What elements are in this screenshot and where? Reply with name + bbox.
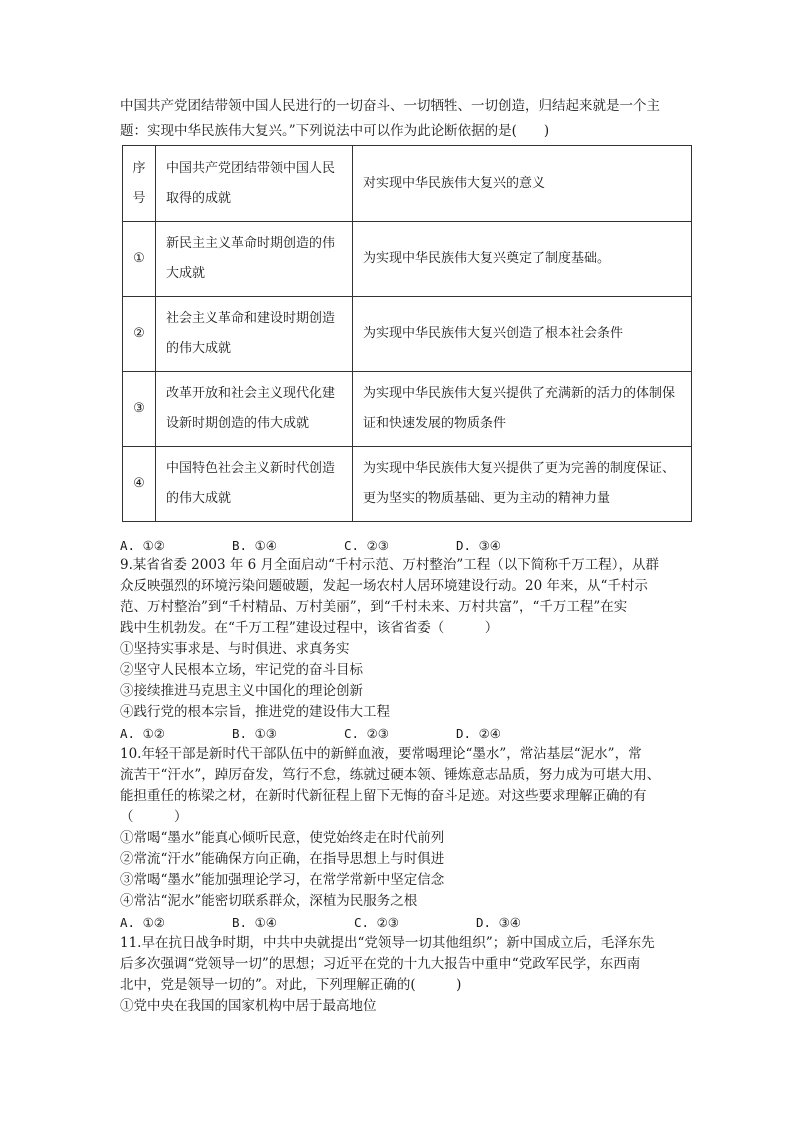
stem-line: 范、万村整治”到“千村精品、万村美丽”，到“千村未来、万村共富”，“千万工程”在实 xyxy=(120,599,628,615)
stem-line: 中国共产党团结带领中国人民进行的一切奋斗、一切牺牲、一切创造，归结起来就是一个主 xyxy=(120,98,660,114)
stem-line: （ ） xyxy=(120,809,188,825)
table-row xyxy=(123,222,692,297)
stem-line: 践中生机勃发。在“千万工程”建设过程中，该省省委（ ） xyxy=(120,620,499,636)
option-b[interactable]: B. ①④ xyxy=(232,538,277,553)
question-8-options xyxy=(120,535,690,556)
option-d[interactable]: D. ③④ xyxy=(476,915,521,930)
row-achievement: 改革开放和社会主义现代化建设新时期创造的伟大成就 xyxy=(156,372,353,447)
stem-line: 众反映强烈的环境污染问题破题，发起一场农村人居环境建设行动。20 年来，从“千村示 xyxy=(120,578,648,594)
option-a[interactable]: A. ①② xyxy=(120,915,165,930)
statement-item: ③接续推进马克思主义中国化的理论创新 xyxy=(120,683,363,699)
row-index: ③ xyxy=(123,372,156,447)
achievement-table xyxy=(122,145,692,522)
row-significance: 为实现中华民族伟大复兴提供了更为完善的制度保证、更为坚实的物质基础、更为主动的精神力量 xyxy=(353,447,692,522)
option-b[interactable]: B. ①③ xyxy=(232,726,277,741)
statement-item: ①党中央在我国的国家机构中居于最高地位 xyxy=(120,998,377,1014)
row-index: ① xyxy=(123,222,156,297)
statement-item: ④常沾“泥水”能密切联系群众，深植为民服务之根 xyxy=(120,893,418,909)
header-significance: 对实现中华民族伟大复兴的意义 xyxy=(353,146,692,222)
statement-item: ①坚持实事求是、与时俱进、求真务实 xyxy=(120,641,350,657)
stem-line: 后多次强调“党领导一切”的思想；习近平在党的十九大报告中重申“党政军民学，东西南 xyxy=(120,956,641,972)
stem-line: 能担重任的栋梁之材，在新时代新征程上留下无悔的奋斗足迹。对这些要求理解正确的有 xyxy=(120,788,647,804)
table-row xyxy=(123,447,692,522)
row-achievement: 中国特色社会主义新时代创造的伟大成就 xyxy=(156,447,353,522)
table-row xyxy=(123,297,692,372)
row-significance: 为实现中华民族伟大复兴创造了根本社会条件 xyxy=(353,297,692,372)
question-8-stem xyxy=(120,94,680,144)
option-a[interactable]: A. ①② xyxy=(120,726,165,741)
statement-item: ④践行党的根本宗旨，推进党的建设伟大工程 xyxy=(120,704,390,720)
table-header-row xyxy=(123,146,692,222)
row-achievement: 社会主义革命和建设时期创造的伟大成就 xyxy=(156,297,353,372)
table-row xyxy=(123,372,692,447)
row-significance: 为实现中华民族伟大复兴奠定了制度基础。 xyxy=(353,222,692,297)
statement-item: ②坚守人民根本立场，牢记党的奋斗目标 xyxy=(120,662,363,678)
row-significance: 为实现中华民族伟大复兴提供了充满新的活力的体制保证和快速发展的物质条件 xyxy=(353,372,692,447)
statement-item: ①常喝“墨水”能真心倾听民意，使党始终走在时代前列 xyxy=(120,830,445,846)
option-b[interactable]: B. ①④ xyxy=(232,915,277,930)
statement-item: ③常喝“墨水”能加强理论学习，在常学常新中坚定信念 xyxy=(120,872,445,888)
statement-item: ②常流“汗水”能确保方向正确，在指导思想上与时俱进 xyxy=(120,851,445,867)
row-index: ④ xyxy=(123,447,156,522)
option-a[interactable]: A. ①② xyxy=(120,538,165,553)
stem-line: 题：实现中华民族伟大复兴。”下列说法中可以作为此论断依据的是( ) xyxy=(120,123,550,139)
stem-line: 10.年轻干部是新时代干部队伍中的新鲜血液，要常喝理论“墨水”，常沾基层“泥水”，常 xyxy=(120,746,642,762)
header-achievement: 中国共产党团结带领中国人民取得的成就 xyxy=(156,146,353,222)
question-9 xyxy=(120,555,690,744)
stem-line: 北中，党是领导一切的”。对此，下列理解正确的( ) xyxy=(120,977,462,993)
option-c[interactable]: C. ②③ xyxy=(344,726,389,741)
header-index: 序号 xyxy=(123,146,156,222)
option-d[interactable]: D. ③④ xyxy=(456,538,501,553)
option-c[interactable]: C. ②③ xyxy=(354,915,399,930)
row-achievement: 新民主主义革命时期创造的伟大成就 xyxy=(156,222,353,297)
stem-line: 流苦干“汗水”，踔厉奋发，笃行不怠，练就过硬本领、锤炼意志品质，努力成为可堪大用、 xyxy=(120,767,661,783)
row-index: ② xyxy=(123,297,156,372)
option-d[interactable]: D. ②④ xyxy=(456,726,501,741)
question-10 xyxy=(120,744,690,933)
stem-line: 9.某省省委 2003 年 6 月全面启动“千村示范、万村整治”工程（以下简称千万工程），从群 xyxy=(120,557,660,573)
option-c[interactable]: C. ②③ xyxy=(344,538,389,553)
question-11 xyxy=(120,933,690,1017)
stem-line: 11.早在抗日战争时期，中共中央就提出“党领导一切其他组织”；新中国成立后，毛泽东先 xyxy=(120,935,655,951)
